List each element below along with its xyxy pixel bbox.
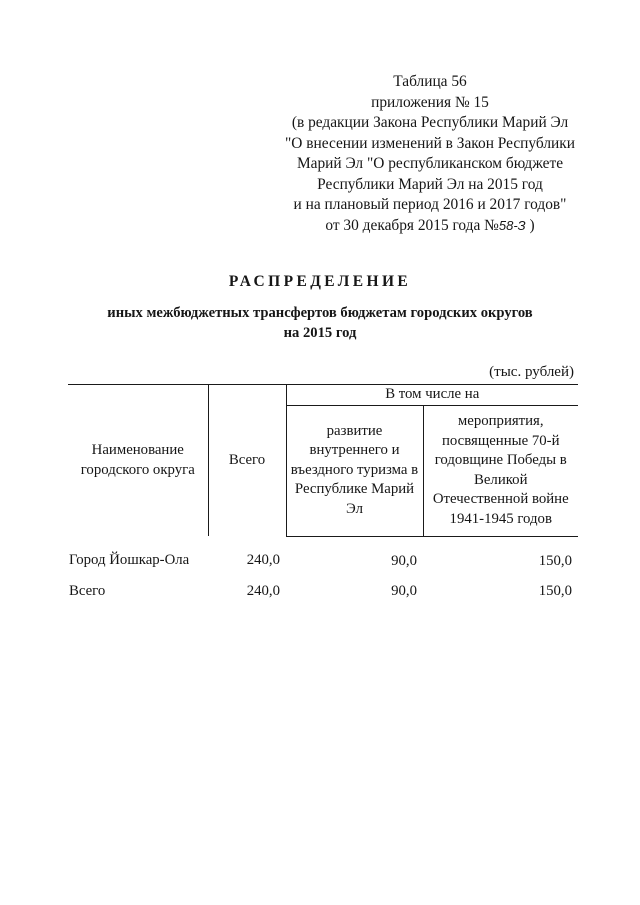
- row-total: 240,0: [246, 552, 280, 568]
- row-victory: 150,0: [538, 582, 572, 599]
- date-middle: декабря 2015 года №: [362, 216, 499, 234]
- table-row: [68, 536, 578, 581]
- header-name: Наименование городского округа: [68, 385, 208, 537]
- header-line: "О внесении изменений в Закон Республики: [284, 134, 575, 152]
- row-name: Всего: [69, 582, 106, 599]
- header-line: Таблица 56: [393, 73, 467, 90]
- transfers-table: [68, 384, 578, 611]
- document-subtitle: [60, 303, 580, 343]
- header-line: Марий Эл "О республиканском бюджете: [296, 155, 564, 172]
- row-total: 240,0: [246, 582, 280, 599]
- header-total: Всего: [208, 385, 286, 537]
- appendix-header: [270, 72, 590, 236]
- subtitle-line: на 2015 год: [283, 325, 357, 341]
- row-tourism: 90,0: [391, 552, 417, 569]
- header-group: В том числе на: [286, 385, 578, 406]
- header-victory: мероприятия, посвященные 70-й годовщине Победы в Великой Отечественной войне 1941-1945 годов: [423, 405, 578, 536]
- row-tourism: 90,0: [391, 582, 417, 599]
- table-row: [68, 581, 578, 611]
- header-line: и на плановый период 2016 и 2017 годов": [293, 196, 567, 213]
- subtitle-line: иных межбюджетных трансфертов бюджетам городских округов: [107, 305, 533, 321]
- date-suffix: ): [529, 216, 535, 234]
- date-prefix: от 30: [325, 216, 359, 234]
- header-line: (в редакции Закона Республики Марий Эл: [291, 114, 569, 131]
- law-number: 58-З: [498, 217, 526, 233]
- header-tourism: развитие внутреннего и въездного туризма в Республике Марий Эл: [286, 405, 423, 536]
- document-title: РАСПРЕДЕЛЕНИЕ: [228, 273, 412, 290]
- header-line: Республики Марий Эл на 2015 год: [317, 175, 543, 193]
- row-name: Город Йошкар-Ола: [69, 552, 190, 568]
- header-line: приложения № 15: [371, 93, 489, 111]
- units-label: (тыс. рублей): [489, 364, 574, 380]
- header-date-line: [270, 216, 590, 237]
- row-victory: 150,0: [538, 552, 572, 569]
